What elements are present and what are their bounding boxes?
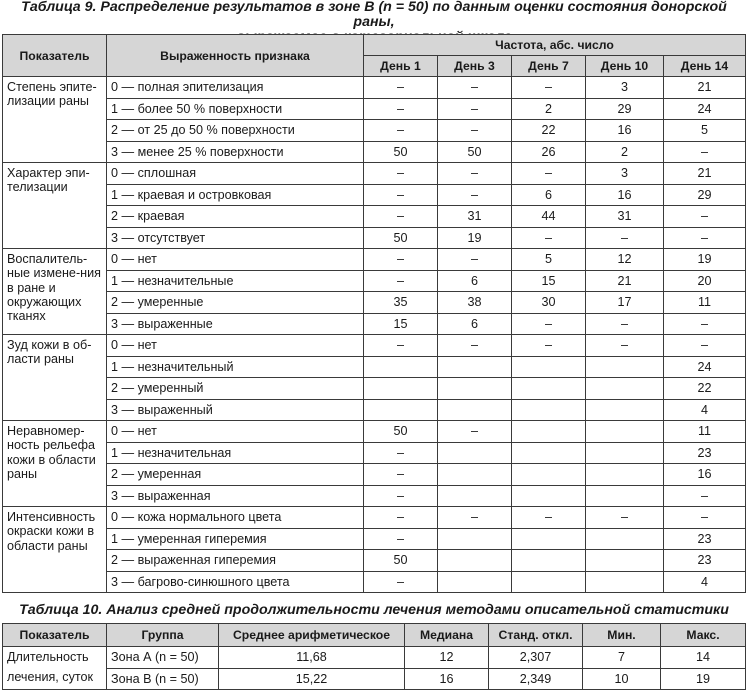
- indicator-cell: Зуд кожи в об-ласти раны: [3, 335, 107, 421]
- frequency-cell: 11: [664, 292, 746, 314]
- t10-header-indicator: Показатель: [3, 624, 107, 647]
- frequency-cell: –: [512, 335, 586, 357]
- frequency-cell: –: [364, 77, 438, 99]
- frequency-cell: –: [664, 335, 746, 357]
- sd-cell: 2,349: [489, 668, 583, 690]
- table-row: [3, 485, 746, 507]
- frequency-cell: 6: [438, 313, 512, 335]
- frequency-cell: 21: [664, 163, 746, 185]
- frequency-cell: –: [664, 313, 746, 335]
- table-row: [3, 421, 746, 443]
- frequency-cell: 31: [586, 206, 664, 228]
- frequency-cell: –: [364, 507, 438, 529]
- severity-cell: 2 — выраженная гиперемия: [107, 550, 364, 572]
- indicator-cell: Неравномер-ность рельефа кожи в области раны: [3, 421, 107, 507]
- table-row: [3, 184, 746, 206]
- frequency-cell: [512, 421, 586, 443]
- frequency-cell: 44: [512, 206, 586, 228]
- table-row: [3, 77, 746, 99]
- frequency-cell: –: [586, 507, 664, 529]
- frequency-cell: 50: [438, 141, 512, 163]
- frequency-cell: [438, 378, 512, 400]
- frequency-cell: 24: [664, 98, 746, 120]
- frequency-cell: [438, 399, 512, 421]
- frequency-cell: –: [364, 163, 438, 185]
- severity-cell: 1 — умеренная гиперемия: [107, 528, 364, 550]
- frequency-cell: –: [364, 98, 438, 120]
- frequency-cell: –: [364, 335, 438, 357]
- severity-cell: 0 — сплошная: [107, 163, 364, 185]
- frequency-cell: –: [438, 335, 512, 357]
- frequency-cell: [364, 399, 438, 421]
- table-row: [3, 528, 746, 550]
- frequency-cell: –: [664, 141, 746, 163]
- table-row: [3, 464, 746, 486]
- frequency-cell: [586, 378, 664, 400]
- frequency-cell: [364, 356, 438, 378]
- t10-header-min: Мин.: [583, 624, 661, 647]
- severity-cell: 0 — кожа нормального цвета: [107, 507, 364, 529]
- frequency-cell: –: [364, 571, 438, 593]
- frequency-cell: 29: [664, 184, 746, 206]
- frequency-cell: [586, 550, 664, 572]
- frequency-cell: [512, 442, 586, 464]
- frequency-cell: –: [364, 206, 438, 228]
- frequency-cell: 23: [664, 550, 746, 572]
- frequency-cell: 5: [664, 120, 746, 142]
- frequency-cell: [512, 378, 586, 400]
- indicator-cell: Характер эпи-телизации: [3, 163, 107, 249]
- table-row: [3, 120, 746, 142]
- frequency-cell: 2: [512, 98, 586, 120]
- severity-cell: 3 — отсутствует: [107, 227, 364, 249]
- severity-cell: 3 — менее 25 % поверхности: [107, 141, 364, 163]
- frequency-cell: 30: [512, 292, 586, 314]
- frequency-cell: 3: [586, 163, 664, 185]
- indicator-cell: Интенсивность окраски кожи в области раны: [3, 507, 107, 593]
- frequency-cell: –: [664, 507, 746, 529]
- frequency-cell: 20: [664, 270, 746, 292]
- frequency-cell: 2: [586, 141, 664, 163]
- header-day: День 7: [512, 56, 586, 77]
- severity-cell: 1 — незначительный: [107, 356, 364, 378]
- severity-cell: 1 — краевая и островковая: [107, 184, 364, 206]
- frequency-cell: 38: [438, 292, 512, 314]
- table-row: [3, 507, 746, 529]
- frequency-cell: [438, 485, 512, 507]
- frequency-cell: –: [364, 270, 438, 292]
- table10-caption: Таблица 10. Анализ средней продолжительности лечения методами описательной статистики: [19, 602, 729, 618]
- frequency-cell: 24: [664, 356, 746, 378]
- severity-cell: 3 — выраженная: [107, 485, 364, 507]
- t10-header-max: Макс.: [661, 624, 746, 647]
- frequency-cell: 22: [664, 378, 746, 400]
- frequency-cell: [586, 464, 664, 486]
- severity-cell: 2 — краевая: [107, 206, 364, 228]
- frequency-cell: [364, 378, 438, 400]
- frequency-cell: 23: [664, 528, 746, 550]
- frequency-cell: 23: [664, 442, 746, 464]
- indicator-cell: Степень эпите-лизации раны: [3, 77, 107, 163]
- frequency-cell: 50: [364, 421, 438, 443]
- t10-header-group: Группа: [107, 624, 219, 647]
- header-severity: Выраженность признака: [107, 35, 364, 77]
- frequency-cell: [438, 550, 512, 572]
- frequency-cell: –: [586, 335, 664, 357]
- severity-cell: 1 — незначительная: [107, 442, 364, 464]
- severity-cell: 2 — умеренная: [107, 464, 364, 486]
- severity-cell: 2 — умеренные: [107, 292, 364, 314]
- frequency-cell: [512, 399, 586, 421]
- table-row: [3, 313, 746, 335]
- table9: [2, 34, 746, 593]
- severity-cell: 0 — нет: [107, 421, 364, 443]
- table-row: [3, 163, 746, 185]
- header-indicator: Показатель: [3, 35, 107, 77]
- indicator-cell: Воспалитель-ные измене-ния в ране и окружающих тканях: [3, 249, 107, 335]
- frequency-cell: –: [512, 507, 586, 529]
- frequency-cell: –: [438, 77, 512, 99]
- frequency-cell: –: [364, 528, 438, 550]
- frequency-cell: –: [438, 249, 512, 271]
- max-cell: 19: [661, 668, 746, 690]
- frequency-cell: 50: [364, 227, 438, 249]
- max-cell: 14: [661, 647, 746, 669]
- frequency-cell: –: [512, 227, 586, 249]
- frequency-cell: –: [438, 421, 512, 443]
- group-cell: Зона В (n = 50): [107, 668, 219, 690]
- frequency-cell: [586, 528, 664, 550]
- frequency-cell: –: [664, 485, 746, 507]
- frequency-cell: –: [512, 313, 586, 335]
- header-day: День 1: [364, 56, 438, 77]
- frequency-cell: [586, 356, 664, 378]
- frequency-cell: 35: [364, 292, 438, 314]
- frequency-cell: [586, 485, 664, 507]
- table-row: [3, 442, 746, 464]
- frequency-cell: 17: [586, 292, 664, 314]
- frequency-cell: [586, 399, 664, 421]
- table-row: [3, 249, 746, 271]
- frequency-cell: –: [586, 227, 664, 249]
- severity-cell: 0 — нет: [107, 335, 364, 357]
- frequency-cell: –: [586, 313, 664, 335]
- severity-cell: 1 — незначительные: [107, 270, 364, 292]
- frequency-cell: –: [512, 163, 586, 185]
- mean-cell: 11,68: [219, 647, 405, 669]
- table9-body: [3, 77, 746, 593]
- table-row: [3, 668, 746, 690]
- table-row: [3, 206, 746, 228]
- table9-caption-line1: Таблица 9. Распределение результатов в зоне В (n = 50) по данным оценки состояния донорской раны,: [21, 0, 727, 30]
- t10-header-sd: Станд. откл.: [489, 624, 583, 647]
- frequency-cell: –: [512, 77, 586, 99]
- table-row: [3, 227, 746, 249]
- header-frequency: Частота, абс. число: [364, 35, 746, 56]
- frequency-cell: 50: [364, 141, 438, 163]
- table-row: [3, 270, 746, 292]
- frequency-cell: 4: [664, 571, 746, 593]
- table10: [2, 623, 746, 690]
- frequency-cell: –: [438, 507, 512, 529]
- table-row: [3, 335, 746, 357]
- table-row: [3, 292, 746, 314]
- median-cell: 16: [405, 668, 489, 690]
- frequency-cell: [512, 485, 586, 507]
- severity-cell: 3 — выраженный: [107, 399, 364, 421]
- frequency-cell: –: [364, 120, 438, 142]
- frequency-cell: –: [364, 442, 438, 464]
- frequency-cell: [438, 464, 512, 486]
- frequency-cell: [438, 356, 512, 378]
- frequency-cell: 4: [664, 399, 746, 421]
- sd-cell: 2,307: [489, 647, 583, 669]
- frequency-cell: –: [364, 464, 438, 486]
- frequency-cell: –: [664, 206, 746, 228]
- t10-header-median: Медиана: [405, 624, 489, 647]
- frequency-cell: 26: [512, 141, 586, 163]
- table-row: [3, 98, 746, 120]
- frequency-cell: [512, 571, 586, 593]
- frequency-cell: 16: [586, 184, 664, 206]
- table-row: [3, 141, 746, 163]
- frequency-cell: 19: [438, 227, 512, 249]
- frequency-cell: 29: [586, 98, 664, 120]
- frequency-cell: 6: [512, 184, 586, 206]
- frequency-cell: –: [364, 485, 438, 507]
- min-cell: 10: [583, 668, 661, 690]
- table-row: [3, 571, 746, 593]
- frequency-cell: 12: [586, 249, 664, 271]
- frequency-cell: [512, 464, 586, 486]
- frequency-cell: [438, 442, 512, 464]
- frequency-cell: –: [438, 163, 512, 185]
- table-row: [3, 378, 746, 400]
- frequency-cell: [512, 528, 586, 550]
- frequency-cell: 50: [364, 550, 438, 572]
- table-row: [3, 399, 746, 421]
- frequency-cell: 3: [586, 77, 664, 99]
- table-row: [3, 550, 746, 572]
- header-day: День 3: [438, 56, 512, 77]
- frequency-cell: 19: [664, 249, 746, 271]
- severity-cell: 0 — полная эпителизация: [107, 77, 364, 99]
- min-cell: 7: [583, 647, 661, 669]
- frequency-cell: 16: [664, 464, 746, 486]
- frequency-cell: 15: [364, 313, 438, 335]
- frequency-cell: –: [364, 249, 438, 271]
- severity-cell: 3 — багрово-синюшного цвета: [107, 571, 364, 593]
- frequency-cell: –: [438, 184, 512, 206]
- frequency-cell: 6: [438, 270, 512, 292]
- frequency-cell: –: [664, 227, 746, 249]
- severity-cell: 0 — нет: [107, 249, 364, 271]
- t10-header-mean: Среднее арифметическое: [219, 624, 405, 647]
- frequency-cell: 15: [512, 270, 586, 292]
- severity-cell: 2 — умеренный: [107, 378, 364, 400]
- frequency-cell: 22: [512, 120, 586, 142]
- severity-cell: 1 — более 50 % поверхности: [107, 98, 364, 120]
- table-row: [3, 647, 746, 669]
- severity-cell: 2 — от 25 до 50 % поверхности: [107, 120, 364, 142]
- frequency-cell: [586, 442, 664, 464]
- frequency-cell: 21: [586, 270, 664, 292]
- table-row: [3, 356, 746, 378]
- frequency-cell: 21: [664, 77, 746, 99]
- frequency-cell: –: [364, 184, 438, 206]
- severity-cell: 3 — выраженные: [107, 313, 364, 335]
- header-day: День 10: [586, 56, 664, 77]
- frequency-cell: [586, 571, 664, 593]
- indicator-cell: Длительность лечения, суток: [3, 647, 107, 690]
- header-day: День 14: [664, 56, 746, 77]
- frequency-cell: [438, 528, 512, 550]
- frequency-cell: 11: [664, 421, 746, 443]
- median-cell: 12: [405, 647, 489, 669]
- frequency-cell: [586, 421, 664, 443]
- frequency-cell: 16: [586, 120, 664, 142]
- mean-cell: 15,22: [219, 668, 405, 690]
- frequency-cell: 5: [512, 249, 586, 271]
- table10-body: [3, 647, 746, 690]
- frequency-cell: [438, 571, 512, 593]
- frequency-cell: 31: [438, 206, 512, 228]
- frequency-cell: [512, 356, 586, 378]
- group-cell: Зона А (n = 50): [107, 647, 219, 669]
- frequency-cell: –: [438, 120, 512, 142]
- frequency-cell: –: [438, 98, 512, 120]
- frequency-cell: [512, 550, 586, 572]
